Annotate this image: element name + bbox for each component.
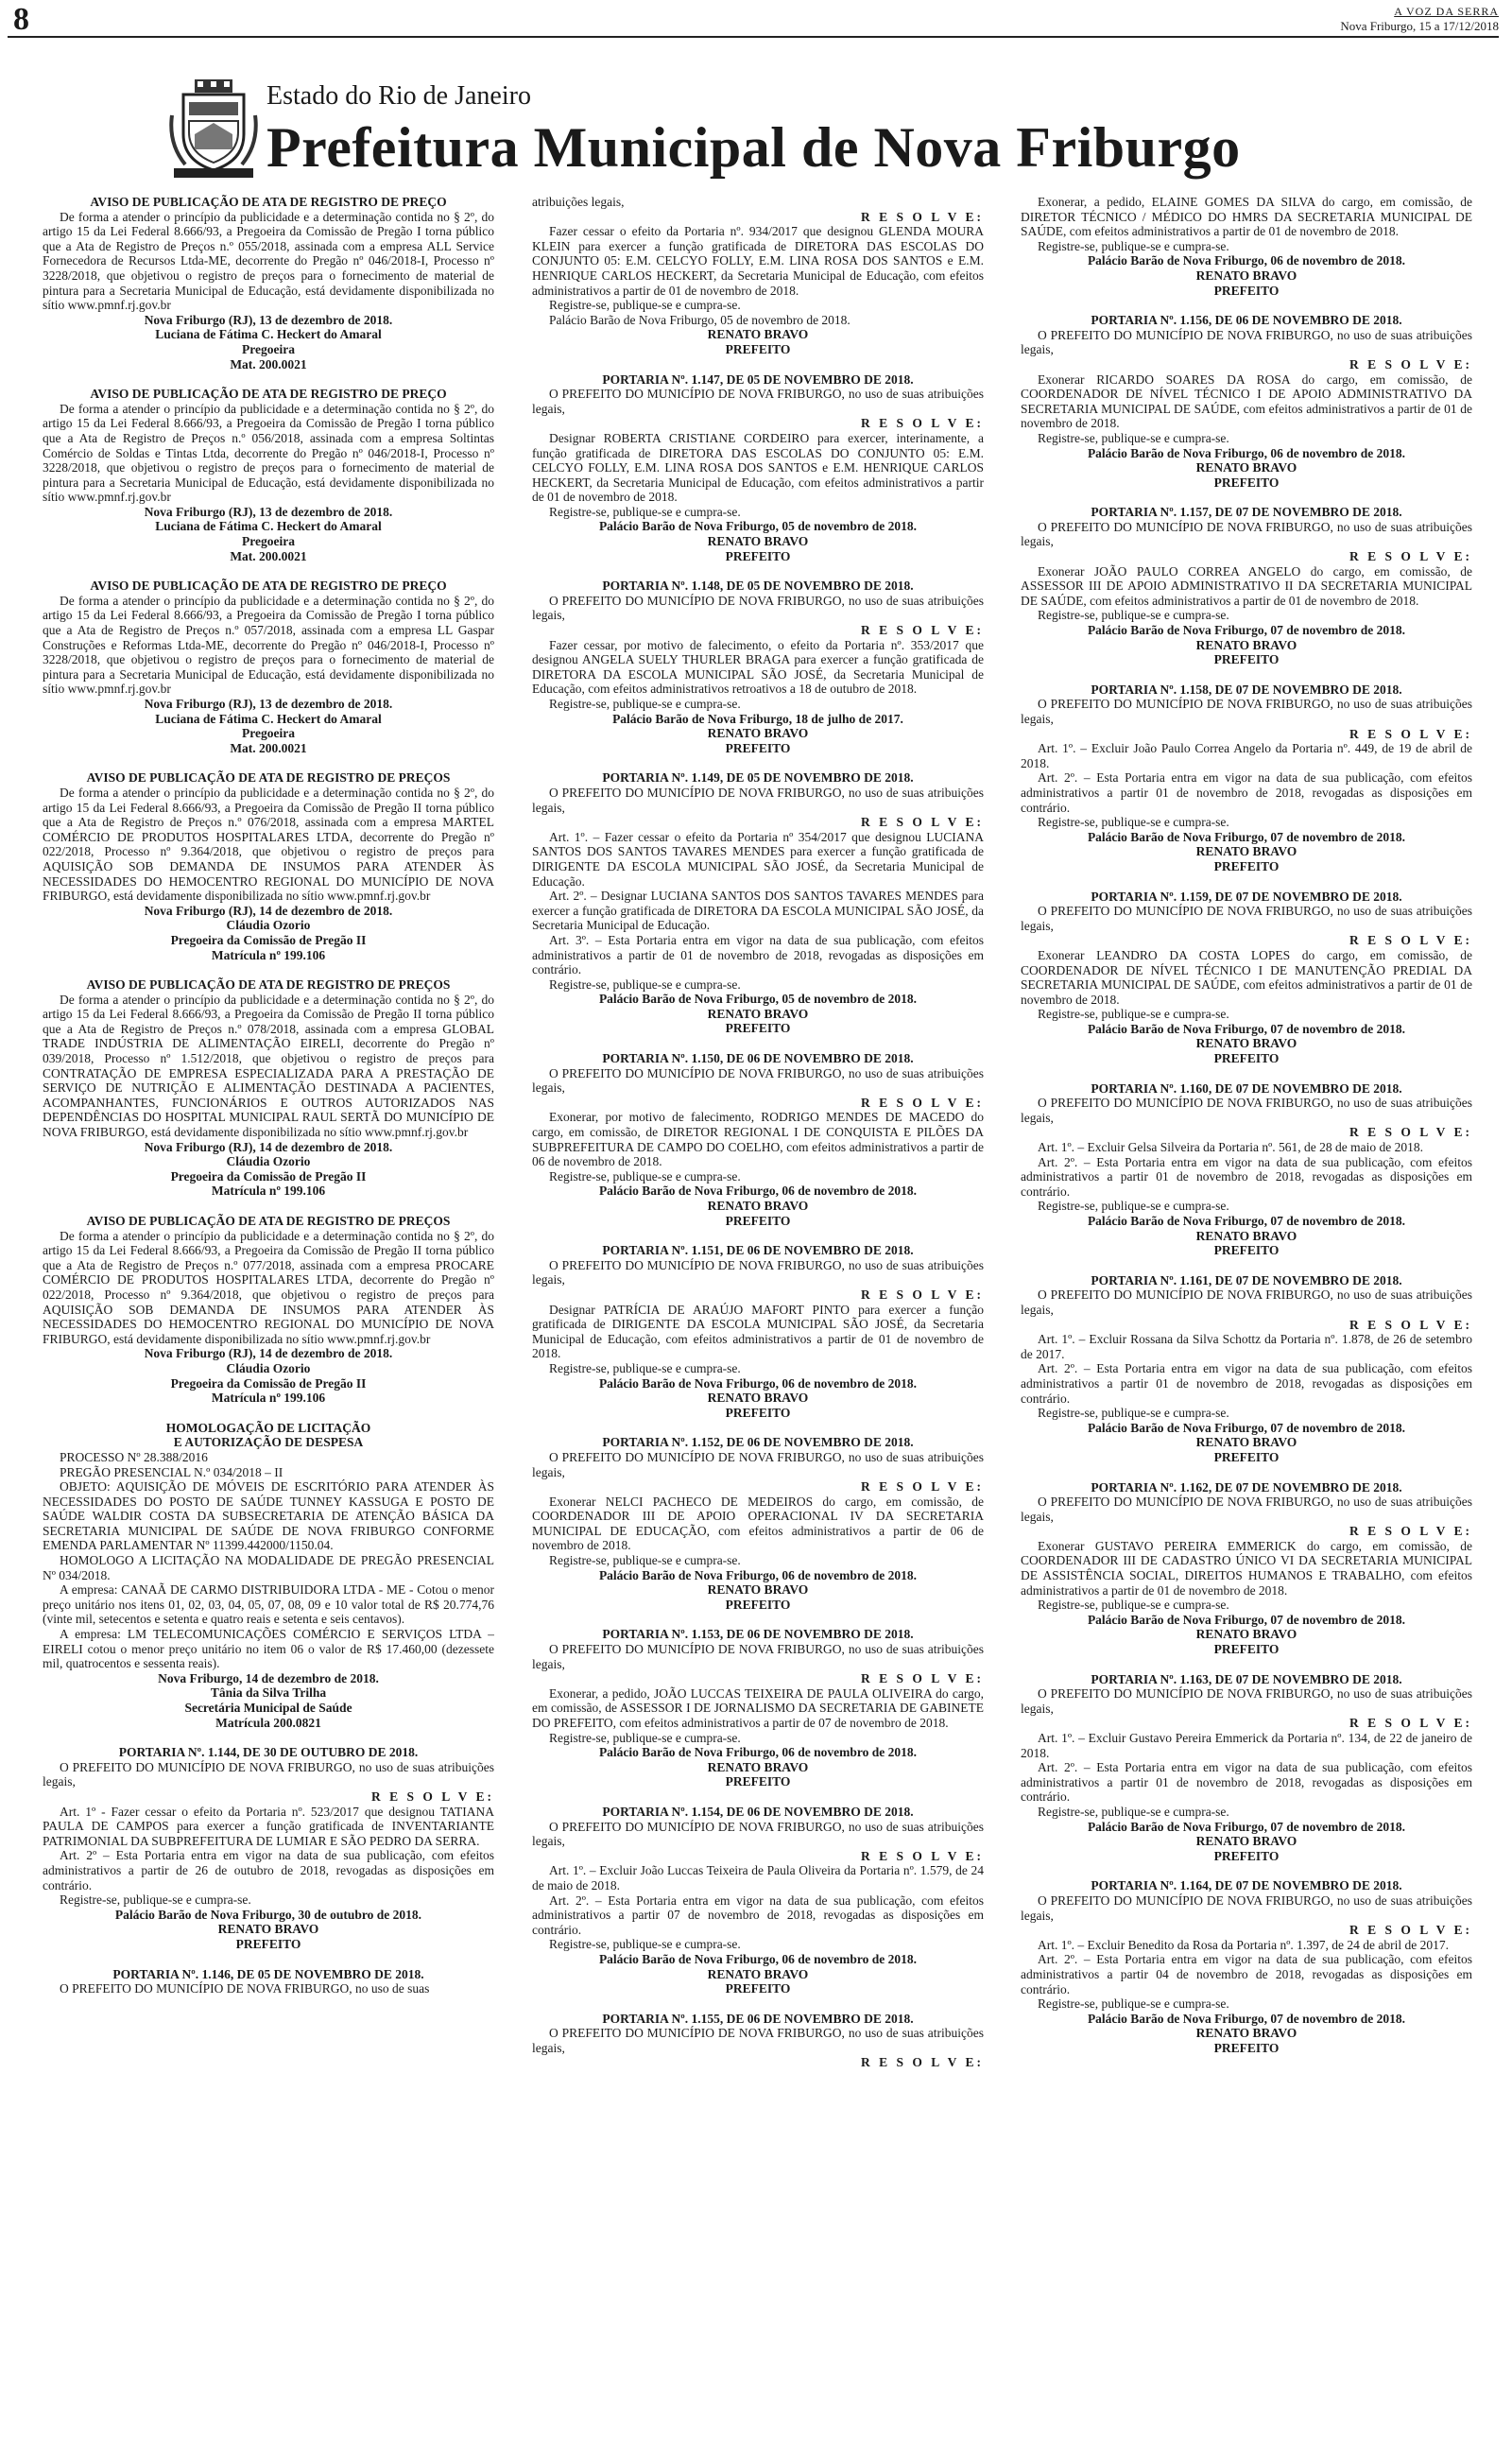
homologation-subtitle: E AUTORIZAÇÃO DE DESPESA bbox=[173, 1435, 364, 1450]
ordinance-title: PORTARIA Nº. 1.158, DE 07 DE NOVEMBRO DE 2018. bbox=[1091, 682, 1402, 697]
mayor-name: RENATO BRAVO bbox=[707, 327, 809, 342]
resolve-heading: R E S O L V E: bbox=[860, 1287, 984, 1302]
mayor-name: RENATO BRAVO bbox=[1195, 1435, 1297, 1450]
ordinance-intro: O PREFEITO DO MUNICÍPIO DE NOVA FRIBURGO, no uso de suas atribuições legais, bbox=[532, 2026, 984, 2055]
publish-order: Registre-se, publique-se e cumpra-se. bbox=[1038, 1996, 1229, 2012]
signer-name: Cláudia Ozorio bbox=[226, 918, 311, 933]
ordinance-article: Art. 3º. – Esta Portaria entra em vigor na data de sua publicação, com efeitos administrativos a partir de 01 de novembro de 2018, revogadas as disposições em contrário. bbox=[532, 932, 984, 977]
ordinance-intro: O PREFEITO DO MUNICÍPIO DE NOVA FRIBURGO, no uso de suas atribuições legais, bbox=[532, 1449, 984, 1479]
publish-order: Registre-se, publique-se e cumpra-se. bbox=[1038, 238, 1229, 253]
ordinance-intro: O PREFEITO DO MUNICÍPIO DE NOVA FRIBURGO, no uso de suas atribuições legais, bbox=[1021, 327, 1472, 357]
signer-role: Pregoeira bbox=[242, 726, 295, 741]
palace-date: Palácio Barão de Nova Friburgo, 06 de novembro de 2018. bbox=[598, 1567, 918, 1582]
palace-date: Palácio Barão de Nova Friburgo, 06 de novembro de 2018. bbox=[598, 1745, 918, 1760]
ordinance-title: PORTARIA Nº. 1.147, DE 05 DE NOVEMBRO DE 2018. bbox=[602, 372, 914, 387]
signer-registration: Mat. 200.0021 bbox=[230, 548, 307, 563]
ordinance-intro: O PREFEITO DO MUNICÍPIO DE NOVA FRIBURGO, no uso de suas atribuições legais, bbox=[532, 593, 984, 623]
resolve-heading: R E S O L V E: bbox=[1349, 1923, 1472, 1938]
resolve-heading: R E S O L V E: bbox=[860, 1095, 984, 1110]
mayor-name: RENATO BRAVO bbox=[1195, 2026, 1297, 2041]
ordinance-intro: O PREFEITO DO MUNICÍPIO DE NOVA FRIBURGO, no uso de suas atribuições legais, bbox=[1021, 904, 1472, 933]
palace-date: Palácio Barão de Nova Friburgo, 06 de novembro de 2018. bbox=[1087, 253, 1406, 268]
ordinance-intro: O PREFEITO DO MUNICÍPIO DE NOVA FRIBURGO, no uso de suas atribuições legais, bbox=[532, 1642, 984, 1671]
mayor-name: RENATO BRAVO bbox=[1195, 1228, 1297, 1243]
notice-body: De forma a atender o princípio da publicidade e a determinação contida no § 2º, do artigo 15 da Lei Federal 8.666/93, a Pregoeira da Comissão de Pregão II torna público que a Ata de Registro de Preços n.º 077/2018, assinada com a empresa PROCARE COMÉRCIO DE PRODUTOS HOSPITALARES LTDA, decorrente do Pregão nº 022/2018, Processo nº 9.364/2018, que objetivou o registro de preços para AQUISIÇÃO SOB DEMANDA DE INSUMOS PARA ATENDER ÀS NECESSIDADES DO HEMOCENTRO REGIONAL DO MUNICÍPIO DE NOVA FRIBURGO, está devidamente disponibilizada no sítio www.pmnf.rj.gov.br bbox=[43, 1228, 494, 1346]
ordinance-body: Fazer cessar o efeito da Portaria nº. 934/2017 que designou GLENDA MOURA KLEIN para exercer a função gratificada de DIRETORA DAS ESCOLAS DO CONJUNTO 05: E.M. CELCYO FOLLY, E.M. LINA ROSA DOS SANTOS e E.M. HENRIQUE CARLOS HECKERT, da Secretaria Municipal de Educação, com efeitos administrativos a partir de 01 de novembro de 2018. bbox=[532, 224, 984, 298]
signer-role: Secretária Municipal de Saúde bbox=[184, 1701, 352, 1715]
ordinance-intro: O PREFEITO DO MUNICÍPIO DE NOVA FRIBURGO, no uso de suas atribuições legais, bbox=[1021, 1686, 1472, 1716]
resolve-heading: R E S O L V E: bbox=[860, 1479, 984, 1495]
palace-date: Palácio Barão de Nova Friburgo, 06 de novembro de 2018. bbox=[598, 1184, 918, 1199]
palace-date: Palácio Barão de Nova Friburgo, 05 de novembro de 2018. bbox=[598, 992, 918, 1007]
publish-order: Registre-se, publique-se e cumpra-se. bbox=[1038, 1598, 1229, 1613]
resolve-heading: R E S O L V E: bbox=[860, 209, 984, 224]
publish-order: Registre-se, publique-se e cumpra-se. bbox=[60, 1892, 251, 1908]
notice-title: AVISO DE PUBLICAÇÃO DE ATA DE REGISTRO DE PREÇOS bbox=[86, 770, 451, 786]
resolve-heading: R E S O L V E: bbox=[370, 1789, 494, 1804]
notice-body: De forma a atender o princípio da publicidade e a determinação contida no § 2º, do artigo 15 da Lei Federal 8.666/93, a Pregoeira da Comissão de Pregão II torna público que a Ata de Registro de Preços n.º 076/2018, assinada com a empresa MARTEL COMÉRCIO DE PRODUTOS HOSPITALARES LTDA, decorrente do Pregão nº 022/2018, Processo nº 9.364/2018, que objetivou o registro de preços para AQUISIÇÃO SOB DEMANDA DE INSUMOS PARA ATENDER ÀS NECESSIDADES DO HEMOCENTRO REGIONAL DO MUNICÍPIO DE NOVA FRIBURGO, está devidamente disponibilizada no sítio www.pmnf.rj.gov.br bbox=[43, 785, 494, 904]
palace-date: Palácio Barão de Nova Friburgo, 06 de novembro de 2018. bbox=[1087, 445, 1406, 460]
mayor-role: PREFEITO bbox=[725, 1213, 791, 1228]
column-3 bbox=[1021, 195, 1472, 2445]
paper-name: A VOZ DA SERRA bbox=[1394, 5, 1499, 18]
mayor-role: PREFEITO bbox=[1213, 1848, 1280, 1863]
palace-date: Palácio Barão de Nova Friburgo, 07 de novembro de 2018. bbox=[1087, 1021, 1406, 1036]
homologation-title: HOMOLOGAÇÃO DE LICITAÇÃO bbox=[165, 1420, 371, 1435]
ordinance-title: PORTARIA Nº. 1.149, DE 05 DE NOVEMBRO DE 2018. bbox=[602, 770, 914, 786]
signer-role: Pregoeira bbox=[242, 341, 295, 356]
coat-of-arms-icon bbox=[166, 78, 261, 181]
publish-order: Registre-se, publique-se e cumpra-se. bbox=[549, 976, 741, 992]
paper-info bbox=[1340, 4, 1499, 34]
ordinance-title: PORTARIA Nº. 1.148, DE 05 DE NOVEMBRO DE 2018. bbox=[602, 579, 914, 594]
ordinance-intro: O PREFEITO DO MUNICÍPIO DE NOVA FRIBURGO, no uso de suas atribuições legais, bbox=[1021, 1892, 1472, 1923]
mayor-role: PREFEITO bbox=[725, 1021, 791, 1036]
ordinance-article: Art. 2º. – Esta Portaria entra em vigor na data de sua publicação, com efeitos administrativos a partir 01 de novembro de 2018, revogadas as disposições em contrário. bbox=[1021, 1361, 1472, 1406]
publish-order: Registre-se, publique-se e cumpra-se. bbox=[549, 298, 741, 313]
column-1 bbox=[43, 195, 494, 2445]
ordinance-article: Art. 2º. – Designar LUCIANA SANTOS DOS SANTOS TAVARES MENDES para exercer a função gratificada de DIRETORA DA ESCOLA MUNICIPAL SÃO JOSÉ, da Secretaria Municipal de Educação. bbox=[532, 889, 984, 933]
ordinance-title: PORTARIA Nº. 1.151, DE 06 DE NOVEMBRO DE 2018. bbox=[602, 1243, 914, 1258]
notice-date: Nova Friburgo (RJ), 13 de dezembro de 2018. bbox=[144, 697, 393, 711]
ordinance-intro: O PREFEITO DO MUNICÍPIO DE NOVA FRIBURGO, no uso de suas atribuições legais, bbox=[1021, 1096, 1472, 1125]
mayor-role: PREFEITO bbox=[725, 740, 791, 755]
homologation-statement: HOMOLOGO A LICITAÇÃO NA MODALIDADE DE PREGÃO PRESENCIAL Nº 034/2018. bbox=[43, 1553, 494, 1582]
publish-order: Registre-se, publique-se e cumpra-se. bbox=[549, 504, 741, 519]
ordinance-article: Art. 2º. – Esta Portaria entra em vigor na data de sua publicação, com efeitos administrativos a partir 07 de novembro de 2018, revogadas as disposições em contrário. bbox=[532, 1892, 984, 1937]
ordinance-intro: O PREFEITO DO MUNICÍPIO DE NOVA FRIBURGO, no uso de suas atribuições legais, bbox=[532, 1065, 984, 1096]
resolve-heading: R E S O L V E: bbox=[860, 1848, 984, 1863]
palace-date: Palácio Barão de Nova Friburgo, 07 de novembro de 2018. bbox=[1087, 829, 1406, 844]
mayor-name: RENATO BRAVO bbox=[1195, 1834, 1297, 1849]
resolve-heading: R E S O L V E: bbox=[1349, 1716, 1472, 1731]
homologation-object: OBJETO: AQUISIÇÃO DE MÓVEIS DE ESCRITÓRIO PARA ATENDER ÀS NECESSIDADES DO POSTO DE SAÚDE TUNNEY KASSUGA E POSTO DE SAÚDE WALDIR COSTA DA SUBSECRETARIA DE ATENÇÃO BÁSICA DA SECRETARIA MUNICIPAL DE SAÚDE DE NOVA FRIBURGO CONFORME EMENDA PARLAMENTAR Nº 11399.442000/1150.04. bbox=[43, 1479, 494, 1553]
state-name: Estado do Rio de Janeiro bbox=[266, 81, 531, 111]
palace-date: Palácio Barão de Nova Friburgo, 06 de novembro de 2018. bbox=[598, 1375, 918, 1391]
ordinance-body: Exonerar, a pedido, ELAINE GOMES DA SILVA do cargo, em comissão, de DIRETOR TÉCNICO / MÉDICO DO HMRS DA SECRETARIA MUNICIPAL DE SAÚDE, com efeitos administrativos a partir de 01 de novembro de 2018. bbox=[1021, 195, 1472, 239]
ordinance-body: Exonerar GUSTAVO PEREIRA EMMERICK do cargo, em comissão, de COORDENADOR III DE CADASTRO ÚNICO VI DA SECRETARIA MUNICIPAL DE ASSISTÊNCIA SOCIAL, DIREITOS HUMANOS E TRABALHO, com efeitos administrativos a partir de 01 de novembro de 2018. bbox=[1021, 1538, 1472, 1598]
mayor-role: PREFEITO bbox=[235, 1936, 301, 1951]
ordinance-article: Art. 1º. – Excluir João Luccas Teixeira de Paula Oliveira da Portaria nº. 1.579, de 24 de maio de 2018. bbox=[532, 1863, 984, 1892]
ordinance-article: Art. 2º. – Esta Portaria entra em vigor na data de sua publicação, com efeitos administrativos a partir 01 de novembro de 2018, revogadas as disposições em contrário. bbox=[1021, 1154, 1472, 1199]
mayor-role: PREFEITO bbox=[1213, 475, 1280, 490]
ordinance-article: Art. 1º. – Excluir Gelsa Silveira da Portaria nº. 561, de 28 de maio de 2018. bbox=[1038, 1140, 1424, 1155]
mayor-role: PREFEITO bbox=[1213, 1243, 1280, 1258]
ordinance-body: Exonerar NELCI PACHECO DE MEDEIROS do cargo, em comissão, de COORDENADOR III DE APOIO OPERACIONAL IV DA SECRETARIA MUNICIPAL DE EDUCAÇÃO, com efeitos administrativos a partir de 06 de novembro de 2018. bbox=[532, 1494, 984, 1553]
ordinance-title: PORTARIA Nº. 1.144, DE 30 DE OUTUBRO DE 2018. bbox=[118, 1745, 419, 1760]
notice-body: De forma a atender o princípio da publicidade e a determinação contida no § 2º, do artigo 15 da Lei Federal 8.666/93, a Pregoeira da Comissão de Pregão I torna público que a Ata de Registro de Preços n.º 055/2018, assinada com a empresa ALL Service Fornecedora de Recursos Ltda-ME, decorrente do Pregão nº 046/2018-I, Processo nº 3228/2018, que objetivou o registro de preços para o fornecimento de material de pintura para a Secretaria Municipal de Educação, está devidamente disponibilizada no sítio www.pmnf.rj.gov.br bbox=[43, 209, 494, 313]
palace-date: Palácio Barão de Nova Friburgo, 18 de julho de 2017. bbox=[612, 711, 903, 726]
signer-registration: Matrícula nº 199.106 bbox=[211, 947, 326, 962]
winning-company: A empresa: CANAÃ DE CARMO DISTRIBUIDORA LTDA - ME - Cotou o menor preço unitário nos itens 01, 02, 03, 04, 05, 07, 08, 09 e 10 valor total de R$ 20.774,76 (vinte mil, setecentos e setenta e quatro reais e setenta e seis centavos). bbox=[43, 1582, 494, 1627]
publish-order: Registre-se, publique-se e cumpra-se. bbox=[1038, 608, 1229, 623]
resolve-heading: R E S O L V E: bbox=[860, 815, 984, 830]
mayor-role: PREFEITO bbox=[725, 341, 791, 356]
resolve-heading: R E S O L V E: bbox=[860, 623, 984, 638]
mayor-role: PREFEITO bbox=[1213, 1051, 1280, 1066]
notice-date: Nova Friburgo (RJ), 14 de dezembro de 2018. bbox=[144, 1346, 393, 1361]
column-2 bbox=[532, 195, 984, 2445]
publish-order: Registre-se, publique-se e cumpra-se. bbox=[1038, 430, 1229, 445]
notice-title: AVISO DE PUBLICAÇÃO DE ATA DE REGISTRO DE PREÇO bbox=[90, 195, 447, 209]
ordinance-article: Art. 2º. – Esta Portaria entra em vigor na data de sua publicação, com efeitos administrativos a partir 01 de novembro de 2018, revogadas as disposições em contrário. bbox=[1021, 1760, 1472, 1805]
notice-body: De forma a atender o princípio da publicidade e a determinação contida no § 2º, do artigo 15 da Lei Federal 8.666/93, a Pregoeira da Comissão de Pregão II torna público que a Ata de Registro de Preços n.º 078/2018, assinada com a empresa GLOBAL TRADE INDÚSTRIA DE ALIMENTAÇÃO EIRELI, decorrente do Pregão nº 039/2018, Processo nº 1.512/2018, que objetivou o registro de preços para CONTRATAÇÃO DE EMPRESA ESPECIALIZADA PARA A PRESTAÇÃO DE SERVIÇO DE NUTRIÇÃO E ALIMENTAÇÃO DESTINADA A PACIENTES, ACOMPANHANTES, FUNCIONÁRIOS E OUTROS AUTORIZADOS NAS DEPENDÊNCIAS DO HOSPITAL MUNICIPAL RAUL SERTÃ DO MUNICÍPIO DE NOVA FRIBURGO, está devidamente disponibilizada no sítio www.pmnf.rj.gov.br bbox=[43, 992, 494, 1140]
signer-name: Cláudia Ozorio bbox=[226, 1360, 311, 1375]
ordinance-body: Designar ROBERTA CRISTIANE CORDEIRO para exercer, interinamente, a função gratificada de DIRETORA DAS ESCOLAS DO CONJUNTO 05: E.M. CELCYO FOLLY, E.M. LINA ROSA DOS SANTOS e E.M. HENRIQUE CARLOS HECKERT, da Secretaria Municipal de Educação, com efeitos administrativos a partir de 01 de novembro de 2018. bbox=[532, 430, 984, 505]
signer-name: Cláudia Ozorio bbox=[226, 1154, 311, 1169]
ordinance-title: PORTARIA Nº. 1.160, DE 07 DE NOVEMBRO DE 2018. bbox=[1091, 1080, 1402, 1096]
ordinance-article: Art. 1º. – Excluir Benedito da Rosa da Portaria nº. 1.397, de 24 de abril de 2017. bbox=[1038, 1937, 1450, 1952]
page-header-bar bbox=[8, 4, 1499, 38]
city-hall-title: Prefeitura Municipal de Nova Friburgo bbox=[266, 116, 1241, 179]
resolve-heading: R E S O L V E: bbox=[860, 2055, 984, 2070]
resolve-heading: R E S O L V E: bbox=[860, 1671, 984, 1686]
resolve-heading: R E S O L V E: bbox=[1349, 549, 1472, 564]
publish-order: Registre-se, publique-se e cumpra-se. bbox=[1038, 1007, 1229, 1022]
ordinance-intro: O PREFEITO DO MUNICÍPIO DE NOVA FRIBURGO, no uso de suas atribuições legais, bbox=[1021, 1495, 1472, 1524]
publish-order: Registre-se, publique-se e cumpra-se. bbox=[1038, 1406, 1229, 1421]
publish-order: Registre-se, publique-se e cumpra-se. bbox=[549, 1730, 741, 1745]
signer-registration: Matrícula nº 199.106 bbox=[211, 1184, 326, 1199]
palace-date: Palácio Barão de Nova Friburgo, 07 de novembro de 2018. bbox=[1087, 623, 1406, 638]
signer-role: Pregoeira bbox=[242, 534, 295, 549]
mayor-name: RENATO BRAVO bbox=[707, 1391, 809, 1406]
notice-date: Nova Friburgo (RJ), 14 de dezembro de 2018. bbox=[144, 903, 393, 918]
palace-date: Palácio Barão de Nova Friburgo, 07 de novembro de 2018. bbox=[1087, 2011, 1406, 2026]
ordinance-intro-continued: atribuições legais, bbox=[532, 195, 625, 209]
palace-date: Palácio Barão de Nova Friburgo, 07 de novembro de 2018. bbox=[1087, 1819, 1406, 1834]
ordinance-title: PORTARIA Nº. 1.155, DE 06 DE NOVEMBRO DE 2018. bbox=[602, 2011, 914, 2026]
ordinance-title: PORTARIA Nº. 1.161, DE 07 DE NOVEMBRO DE 2018. bbox=[1091, 1272, 1402, 1287]
mayor-role: PREFEITO bbox=[725, 1981, 791, 1996]
auction-number: PREGÃO PRESENCIAL N.º 034/2018 – II bbox=[60, 1464, 284, 1479]
mayor-name: RENATO BRAVO bbox=[707, 1582, 809, 1598]
resolve-heading: R E S O L V E: bbox=[860, 416, 984, 431]
notice-date: Nova Friburgo (RJ), 13 de dezembro de 2018. bbox=[144, 504, 393, 519]
signer-role: Pregoeira da Comissão de Pregão II bbox=[170, 1168, 367, 1184]
signer-registration: Matrícula nº 199.106 bbox=[211, 1391, 326, 1406]
notice-date: Nova Friburgo (RJ), 13 de dezembro de 2018. bbox=[144, 312, 393, 327]
publish-order: Registre-se, publique-se e cumpra-se. bbox=[549, 1360, 741, 1375]
publish-order: Registre-se, publique-se e cumpra-se. bbox=[549, 1553, 741, 1568]
mayor-role: PREFEITO bbox=[725, 1405, 791, 1420]
winning-company: A empresa: LM TELECOMUNICAÇÕES COMÉRCIO E SERVIÇOS LTDA – EIRELI cotou o menor preço unitário no item 06 o valor de R$ 17.460,00 (dezessete mil, quatrocentos e sessenta reais). bbox=[43, 1627, 494, 1671]
notice-date: Nova Friburgo (RJ), 14 de dezembro de 2018. bbox=[144, 1139, 393, 1154]
mayor-name: RENATO BRAVO bbox=[1195, 844, 1297, 859]
palace-date: Palácio Barão de Nova Friburgo, 30 de outubro de 2018. bbox=[114, 1907, 422, 1922]
notice-title: AVISO DE PUBLICAÇÃO DE ATA DE REGISTRO DE PREÇO bbox=[90, 387, 447, 402]
ordinance-intro: O PREFEITO DO MUNICÍPIO DE NOVA FRIBURGO, no uso de suas atribuições legais, bbox=[532, 387, 984, 416]
resolve-heading: R E S O L V E: bbox=[1349, 933, 1472, 948]
homologation-date: Nova Friburgo, 14 de dezembro de 2018. bbox=[158, 1670, 379, 1685]
ordinance-title: PORTARIA Nº. 1.163, DE 07 DE NOVEMBRO DE 2018. bbox=[1091, 1671, 1402, 1686]
mayor-name: RENATO BRAVO bbox=[707, 1966, 809, 1981]
mayor-name: RENATO BRAVO bbox=[1195, 268, 1297, 283]
notice-title: AVISO DE PUBLICAÇÃO DE ATA DE REGISTRO DE PREÇO bbox=[90, 579, 447, 594]
resolve-heading: R E S O L V E: bbox=[1349, 1317, 1472, 1332]
mayor-role: PREFEITO bbox=[725, 1597, 791, 1612]
mayor-name: RENATO BRAVO bbox=[1195, 1627, 1297, 1642]
palace-date: Palácio Barão de Nova Friburgo, 07 de novembro de 2018. bbox=[1087, 1612, 1406, 1627]
mayor-name: RENATO BRAVO bbox=[707, 1759, 809, 1774]
palace-date: Palácio Barão de Nova Friburgo, 07 de novembro de 2018. bbox=[1087, 1214, 1406, 1228]
ordinance-article: Art. 1º - Fazer cessar o efeito da Portaria nº. 523/2017 que designou TATIANA PAULA DE CAMPOS para exercer a função gratificada de INVENTARIANTE PATRIMONIAL DA SUBPREFEITURA DE LUMIAR E SÃO PEDRO DA SERRA. bbox=[43, 1804, 494, 1848]
edition-date: Nova Friburgo, 15 a 17/12/2018 bbox=[1340, 19, 1499, 33]
ordinance-intro: O PREFEITO DO MUNICÍPIO DE NOVA FRIBURGO, no uso de suas bbox=[60, 1981, 430, 1996]
ordinance-title: PORTARIA Nº. 1.153, DE 06 DE NOVEMBRO DE 2018. bbox=[602, 1627, 914, 1642]
ordinance-body: Exonerar, por motivo de falecimento, RODRIGO MENDES DE MACEDO do cargo, em comissão, de DIRETOR REGIONAL I DE CONQUISTA E PILÕES DA SUBPREFEITURA DE CAMPO DO COELHO, com efeitos administrativos a partir de 06 de novembro de 2018. bbox=[532, 1110, 984, 1169]
signer-registration: Mat. 200.0021 bbox=[230, 356, 307, 372]
signer-name: Luciana de Fátima C. Heckert do Amaral bbox=[155, 327, 382, 342]
signer-name: Luciana de Fátima C. Heckert do Amaral bbox=[155, 711, 382, 726]
mayor-role: PREFEITO bbox=[725, 1774, 791, 1789]
mayor-name: RENATO BRAVO bbox=[1195, 637, 1297, 652]
mayor-name: RENATO BRAVO bbox=[1195, 1036, 1297, 1051]
ordinance-title: PORTARIA Nº. 1.164, DE 07 DE NOVEMBRO DE 2018. bbox=[1091, 1878, 1402, 1893]
signer-registration: Mat. 200.0021 bbox=[230, 740, 307, 755]
notice-body: De forma a atender o princípio da publicidade e a determinação contida no § 2º, do artigo 15 da Lei Federal 8.666/93, a Pregoeira da Comissão de Pregão I torna público que a Ata de Registro de Preços n.º 057/2018, assinada com a empresa LL Gaspar Construções e Reformas Ltda-ME, decorrente do Pregão nº 046/2018-I, Processo nº 3228/2018, que objetivou o registro de preços para o fornecimento de material de pintura para a Secretaria Municipal de Educação, está devidamente disponibilizada no sítio www.pmnf.rj.gov.br bbox=[43, 593, 494, 697]
resolve-heading: R E S O L V E: bbox=[1349, 1125, 1472, 1140]
signer-name: Tânia da Silva Trilha bbox=[210, 1685, 327, 1701]
publish-order: Registre-se, publique-se e cumpra-se. bbox=[1038, 1199, 1229, 1214]
mayor-role: PREFEITO bbox=[1213, 1449, 1280, 1464]
mayor-name: RENATO BRAVO bbox=[707, 1199, 809, 1213]
ordinance-body: Exonerar, a pedido, JOÃO LUCCAS TEIXEIRA DE PAULA OLIVEIRA do cargo, em comissão, de ASSESSOR I DE JORNALISMO DA SECRETARIA DE GABINETE DO PREFEITO, com efeitos administrativos a partir de 07 de novembro de 2018. bbox=[532, 1685, 984, 1730]
notice-title: AVISO DE PUBLICAÇÃO DE ATA DE REGISTRO DE PREÇOS bbox=[86, 977, 451, 993]
mayor-name: RENATO BRAVO bbox=[707, 726, 809, 741]
mayor-name: RENATO BRAVO bbox=[217, 1922, 319, 1937]
ordinance-article: Art. 1º. – Excluir João Paulo Correa Angelo da Portaria nº. 449, de 19 de abril de 2018. bbox=[1021, 741, 1472, 770]
ordinance-article: Art. 2º. – Esta Portaria entra em vigor na data de sua publicação, com efeitos administrativos a partir 01 de novembro de 2018, revogadas as disposições em contrário. bbox=[1021, 770, 1472, 815]
mayor-role: PREFEITO bbox=[1213, 2040, 1280, 2055]
mayor-name: RENATO BRAVO bbox=[1195, 460, 1297, 475]
ordinance-intro: O PREFEITO DO MUNICÍPIO DE NOVA FRIBURGO, no uso de suas atribuições legais, bbox=[532, 785, 984, 815]
ordinance-intro: O PREFEITO DO MUNICÍPIO DE NOVA FRIBURGO, no uso de suas atribuições legais, bbox=[1021, 697, 1472, 726]
mayor-role: PREFEITO bbox=[1213, 283, 1280, 298]
mayor-name: RENATO BRAVO bbox=[707, 1006, 809, 1021]
ordinance-body: Exonerar LEANDRO DA COSTA LOPES do cargo, em comissão, de COORDENADOR DE NÍVEL TÉCNICO I DE MANUTENÇÃO PREDIAL DA SECRETARIA MUNICIPAL DE SAÚDE, com efeitos administrativos a partir de 01 de novembro de 2018. bbox=[1021, 947, 1472, 1007]
notice-body: De forma a atender o princípio da publicidade e a determinação contida no § 2º, do artigo 15 da Lei Federal 8.666/93, a Pregoeira da Comissão de Pregão I torna público que a Ata de Registro de Preços n.º 056/2018, assinada com a empresa Soltintas Comércio de Soldas e Tintas Ltda, decorrente do Pregão nº 046/2018-I, Processo nº 3228/2018, que objetivou o registro de preços para o fornecimento de material de pintura para a Secretaria Municipal de Educação, está devidamente disponibilizada no sítio www.pmnf.rj.gov.br bbox=[43, 401, 494, 505]
ordinance-body: Exonerar RICARDO SOARES DA ROSA do cargo, em comissão, de COORDENADOR DE NÍVEL TÉCNICO I DE APOIO ADMINISTRATIVO DA SECRETARIA MUNICIPAL DE SAÚDE, com efeitos administrativos a partir de 01 de novembro de 2018. bbox=[1021, 372, 1472, 431]
publish-order: Registre-se, publique-se e cumpra-se. bbox=[549, 1937, 741, 1952]
ordinance-title: PORTARIA Nº. 1.146, DE 05 DE NOVEMBRO DE 2018. bbox=[112, 1966, 424, 1981]
publish-order: Registre-se, publique-se e cumpra-se. bbox=[1038, 1804, 1229, 1819]
signer-name: Luciana de Fátima C. Heckert do Amaral bbox=[155, 519, 382, 534]
ordinance-intro: O PREFEITO DO MUNICÍPIO DE NOVA FRIBURGO, no uso de suas atribuições legais, bbox=[532, 1819, 984, 1849]
resolve-heading: R E S O L V E: bbox=[1349, 1524, 1472, 1539]
ordinance-title: PORTARIA Nº. 1.159, DE 07 DE NOVEMBRO DE 2018. bbox=[1091, 889, 1402, 904]
process-number: PROCESSO Nº 28.388/2016 bbox=[60, 1449, 208, 1464]
publish-order: Registre-se, publique-se e cumpra-se. bbox=[1038, 815, 1229, 830]
ordinance-title: PORTARIA Nº. 1.157, DE 07 DE NOVEMBRO DE 2018. bbox=[1091, 505, 1402, 520]
ordinance-intro: O PREFEITO DO MUNICÍPIO DE NOVA FRIBURGO, no uso de suas atribuições legais, bbox=[43, 1759, 494, 1789]
mayor-name: RENATO BRAVO bbox=[707, 534, 809, 549]
ordinance-body: Exonerar JOÃO PAULO CORREA ANGELO do cargo, em comissão, de ASSESSOR III DE APOIO ADMINISTRATIVO II DA SECRETARIA MUNICIPAL DE SAÚDE, com efeitos administrativos a partir de 01 de novembro de 2018. bbox=[1021, 563, 1472, 608]
mayor-role: PREFEITO bbox=[1213, 858, 1280, 873]
resolve-heading: R E S O L V E: bbox=[1349, 356, 1472, 372]
resolve-heading: R E S O L V E: bbox=[1349, 726, 1472, 741]
publish-order: Registre-se, publique-se e cumpra-se. bbox=[549, 1168, 741, 1184]
palace-date: Palácio Barão de Nova Friburgo, 06 de novembro de 2018. bbox=[598, 1951, 918, 1966]
signer-registration: Matrícula 200.0821 bbox=[215, 1715, 321, 1730]
ordinance-title: PORTARIA Nº. 1.150, DE 06 DE NOVEMBRO DE 2018. bbox=[602, 1051, 914, 1066]
notice-title: AVISO DE PUBLICAÇÃO DE ATA DE REGISTRO DE PREÇOS bbox=[86, 1214, 451, 1228]
palace-date: Palácio Barão de Nova Friburgo, 05 de novembro de 2018. bbox=[598, 519, 918, 534]
mayor-role: PREFEITO bbox=[1213, 1642, 1280, 1657]
mayor-role: PREFEITO bbox=[1213, 652, 1280, 667]
ordinance-title: PORTARIA Nº. 1.154, DE 06 DE NOVEMBRO DE 2018. bbox=[602, 1804, 914, 1819]
ordinance-body: Designar PATRÍCIA DE ARAÚJO MAFORT PINTO para exercer a função gratificada de DIRIGENTE DA ESCOLA MUNICIPAL SÃO JOSÉ, da Secretaria Municipal de Educação, com efeitos administrativos a partir de 01 de novembro de 2018. bbox=[532, 1302, 984, 1361]
signer-role: Pregoeira da Comissão de Pregão II bbox=[170, 1375, 367, 1391]
palace-date: Palácio Barão de Nova Friburgo, 07 de novembro de 2018. bbox=[1087, 1420, 1406, 1435]
ordinance-intro: O PREFEITO DO MUNICÍPIO DE NOVA FRIBURGO, no uso de suas atribuições legais, bbox=[1021, 1287, 1472, 1317]
ordinance-article: Art. 2º – Esta Portaria entra em vigor na data de sua publicação, com efeitos administrativos a partir de 26 de outubro de 2018, revogadas as disposições em contrário. bbox=[43, 1848, 494, 1892]
ordinance-intro: O PREFEITO DO MUNICÍPIO DE NOVA FRIBURGO, no uso de suas atribuições legais, bbox=[1021, 519, 1472, 549]
ordinance-title: PORTARIA Nº. 1.162, DE 07 DE NOVEMBRO DE 2018. bbox=[1091, 1479, 1402, 1495]
mayor-role: PREFEITO bbox=[725, 548, 791, 563]
ordinance-article: Art. 2º. – Esta Portaria entra em vigor na data de sua publicação, com efeitos administrativos a partir 04 de novembro de 2018, revogadas as disposições em contrário. bbox=[1021, 1952, 1472, 1996]
ordinance-title: PORTARIA Nº. 1.156, DE 06 DE NOVEMBRO DE 2018. bbox=[1091, 313, 1402, 328]
ordinance-article: Art. 1º. – Excluir Gustavo Pereira Emmerick da Portaria nº. 134, de 22 de janeiro de 2018. bbox=[1021, 1731, 1472, 1760]
page-number: 8 bbox=[13, 2, 29, 37]
ordinance-intro: O PREFEITO DO MUNICÍPIO DE NOVA FRIBURGO, no uso de suas atribuições legais, bbox=[532, 1257, 984, 1287]
signer-role: Pregoeira da Comissão de Pregão II bbox=[170, 932, 367, 947]
ordinance-title: PORTARIA Nº. 1.152, DE 06 DE NOVEMBRO DE 2018. bbox=[602, 1435, 914, 1450]
palace-date: Palácio Barão de Nova Friburgo, 05 de novembro de 2018. bbox=[549, 312, 850, 327]
ordinance-article: Art. 1º. – Excluir Rossana da Silva Schottz da Portaria nº. 1.878, de 26 de setembro de 2017. bbox=[1021, 1332, 1472, 1361]
ordinance-article: Art. 1º. – Fazer cessar o efeito da Portaria nº 354/2017 que designou LUCIANA SANTOS DOS SANTOS TAVARES MENDES para exercer a função gratificada de DIRIGENTE DA ESCOLA MUNICIPAL SÃO JOSÉ, da Secretaria Municipal de Educação. bbox=[532, 829, 984, 889]
ordinance-body: Fazer cessar, por motivo de falecimento, o efeito da Portaria nº. 353/2017 que designou ANGELA SUELY THURLER BRAGA para exercer a função gratificada de DIRETORA DA ESCOLA MUNICIPAL SÃO JOSÉ, da Secretaria Municipal de Educação, com efeitos administrativos retroativos a 18 de outubro de 2018. bbox=[532, 637, 984, 697]
publish-order: Registre-se, publique-se e cumpra-se. bbox=[549, 697, 741, 711]
